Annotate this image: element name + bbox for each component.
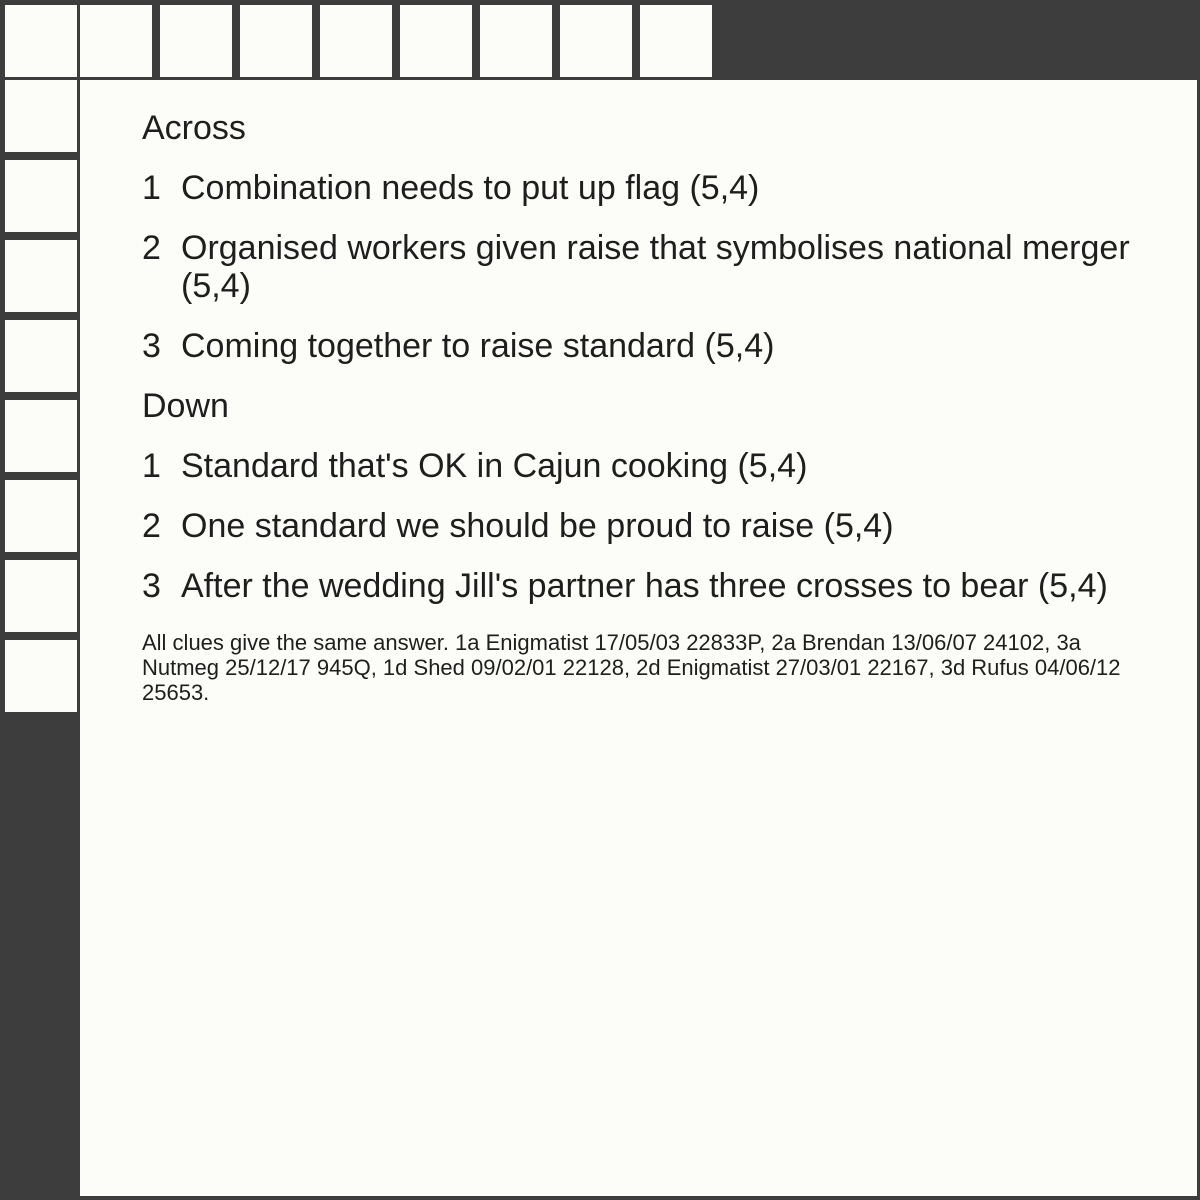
grid-cell-top-3[interactable] — [160, 5, 232, 77]
grid-cell-top-2[interactable] — [80, 5, 152, 77]
down-clue-1[interactable] — [142, 447, 1142, 485]
clue-panel — [80, 80, 1197, 1196]
grid-cell-left-5[interactable] — [5, 320, 77, 392]
grid-cell-left-7[interactable] — [5, 480, 77, 552]
across-clue-2[interactable] — [142, 229, 1142, 305]
clue-number: 1 — [142, 447, 161, 485]
grid-cell-left-4[interactable] — [5, 240, 77, 312]
across-clues — [142, 169, 1142, 365]
clue-text: Combination needs to put up flag (5,4) — [181, 169, 760, 207]
clue-number: 3 — [142, 327, 161, 365]
grid-cell-left-8[interactable] — [5, 560, 77, 632]
grid-cell-left-3[interactable] — [5, 160, 77, 232]
grid-cell-left-9[interactable] — [5, 640, 77, 712]
clue-sources-note: All clues give the same answer. 1a Enigmatist 17/05/03 22833P, 2a Brendan 13/06/07 24102, 3a Nutmeg 25/12/17 945Q, 1d Shed 09/02/01 22128, 2d Enigmatist 27/03/01 22167, 3d Rufus 04/06/12 25653. — [142, 630, 1121, 705]
grid-cell-left-6[interactable] — [5, 400, 77, 472]
down-clue-2[interactable] — [142, 507, 1142, 545]
clue-text: After the wedding Jill's partner has three crosses to bear (5,4) — [181, 567, 1108, 605]
grid-cell-top-9[interactable] — [640, 5, 712, 77]
grid-cell-top-1[interactable] — [5, 5, 77, 77]
across-clue-1[interactable] — [142, 169, 1142, 207]
grid-cell-top-7[interactable] — [480, 5, 552, 77]
grid-cell-left-2[interactable] — [5, 80, 77, 152]
clue-number: 1 — [142, 169, 161, 207]
clue-text: Organised workers given raise that symbolises national merger (5,4) — [181, 229, 1130, 305]
clue-text: Coming together to raise standard (5,4) — [181, 327, 775, 365]
grid-cell-top-4[interactable] — [240, 5, 312, 77]
across-clue-3[interactable] — [142, 327, 1142, 365]
across-heading: Across — [142, 109, 246, 147]
grid-cell-top-6[interactable] — [400, 5, 472, 77]
clue-text: One standard we should be proud to raise (5,4) — [181, 507, 894, 545]
grid-cell-top-5[interactable] — [320, 5, 392, 77]
grid-cell-top-8[interactable] — [560, 5, 632, 77]
clue-list-container — [142, 80, 1142, 727]
clue-number: 2 — [142, 507, 161, 545]
clue-number: 3 — [142, 567, 161, 605]
down-clue-3[interactable] — [142, 567, 1142, 605]
clue-text: Standard that's OK in Cajun cooking (5,4) — [181, 447, 808, 485]
down-clues — [142, 447, 1142, 605]
clue-number: 2 — [142, 229, 161, 267]
down-heading: Down — [142, 387, 229, 425]
